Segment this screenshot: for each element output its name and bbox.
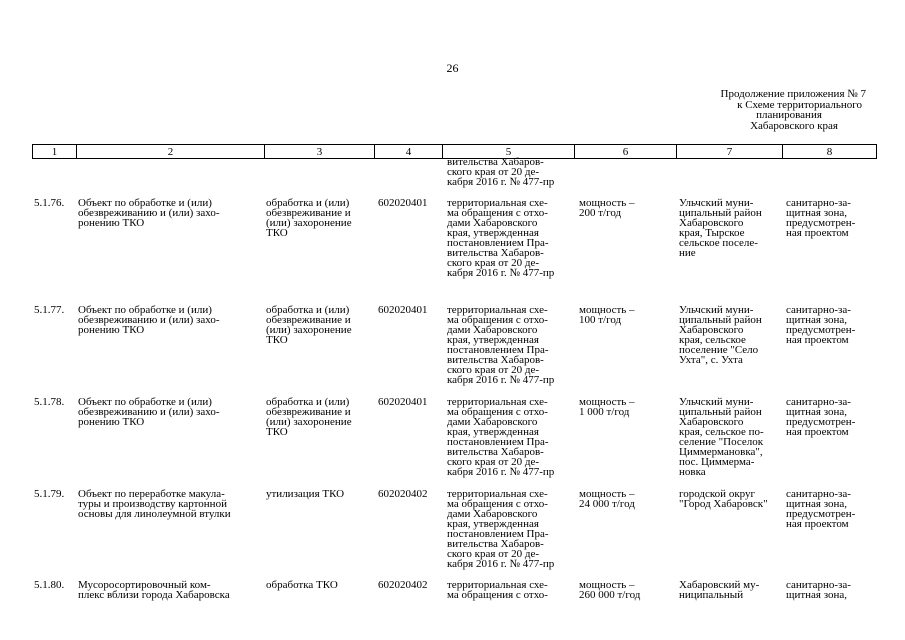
row-number: 5.1.78. — [34, 396, 65, 408]
continuation-line-4: Хабаровского края — [750, 119, 838, 132]
object-purpose: обработка и (или) обезвреживание и (или) захоронение ТКО — [266, 197, 352, 239]
continuation-line-3: планирования — [756, 109, 822, 121]
carry-over-text: вительства Хабаров- ского края от 20 де- кабря 2016 г. № 477-пр — [447, 156, 555, 188]
row-number: 5.1.76. — [34, 197, 65, 209]
object-name: Объект по обработке и (или) обезвреживанию и (или) захо- ронению ТКО — [78, 304, 220, 336]
protection-zone: санитарно-за- щитная зона, предусмотрен- ная проектом — [786, 197, 856, 239]
column-header: 2 — [77, 145, 265, 159]
column-header: 8 — [783, 145, 877, 159]
row-number: 5.1.77. — [34, 304, 65, 316]
object-code: 602020402 — [378, 579, 428, 591]
column-header: 4 — [375, 145, 443, 159]
legal-basis: территориальная схе- ма обращения с отхо- дами Хабаровского края, утвержденная постановлением Пра- вительства Хабаров- ского края от 20 де- кабря 2016 г. № 477-пр — [447, 396, 555, 478]
continuation-line-1: Продолжение приложения № 7 — [720, 88, 866, 100]
protection-zone: санитарно-за- щитная зона, предусмотрен- ная проектом — [786, 488, 856, 530]
continuation-line-2: к Схеме территориального — [737, 98, 862, 111]
location: Ульчский муни- ципальный район Хабаровского края, сельское по- селение "Поселок Циммермановка", пос. Циммерма- новка — [679, 396, 764, 478]
object-name: Объект по переработке макула- туры и производству картонной основы для линолеумной втулки — [78, 488, 231, 520]
object-name: Объект по обработке и (или) обезвреживанию и (или) захо- ронению ТКО — [78, 197, 220, 229]
capacity: мощность – 260 000 т/год — [579, 579, 641, 601]
continuation-note — [694, 89, 866, 131]
object-purpose: обработка и (или) обезвреживание и (или) захоронение ТКО — [266, 304, 352, 346]
row-number: 5.1.80. — [34, 579, 65, 591]
legal-basis: территориальная схе- ма обращения с отхо- дами Хабаровского края, утвержденная постановлением Пра- вительства Хабаров- ского края от 20 де- кабря 2016 г. № 477-пр — [447, 304, 555, 386]
location: Ульчский муни- ципальный район Хабаровского края, сельское поселение "Село Ухта", с. Ухта — [679, 304, 762, 366]
protection-zone: санитарно-за- щитная зона, предусмотрен- ная проектом — [786, 304, 856, 346]
row-number: 5.1.79. — [34, 488, 65, 500]
object-purpose: утилизация ТКО — [266, 488, 345, 500]
object-code: 602020401 — [378, 396, 428, 408]
protection-zone: санитарно-за- щитная зона, предусмотрен- ная проектом — [786, 396, 856, 438]
column-header: 7 — [677, 145, 783, 159]
object-code: 602020401 — [378, 304, 428, 316]
object-purpose: обработка и (или) обезвреживание и (или) захоронение ТКО — [266, 396, 352, 438]
column-header: 3 — [265, 145, 375, 159]
object-purpose: обработка ТКО — [266, 579, 338, 591]
legal-basis: территориальная схе- ма обращения с отхо- — [447, 579, 548, 601]
protection-zone: санитарно-за- щитная зона, — [786, 579, 851, 601]
column-header: 1 — [33, 145, 77, 159]
location: Хабаровский му- ниципальный — [679, 579, 760, 601]
location: Ульчский муни- ципальный район Хабаровского края, Тырское сельское поселе- ние — [679, 197, 762, 259]
legal-basis: территориальная схе- ма обращения с отхо- дами Хабаровского края, утвержденная постановлением Пра- вительства Хабаров- ского края от 20 де- кабря 2016 г. № 477-пр — [447, 488, 555, 570]
capacity: мощность – 100 т/год — [579, 304, 635, 326]
capacity: мощность – 1 000 т/год — [579, 396, 635, 418]
legal-basis: территориальная схе- ма обращения с отхо- дами Хабаровского края, утвержденная постановлением Пра- вительства Хабаров- ского края от 20 де- кабря 2016 г. № 477-пр — [447, 197, 555, 279]
page-number: 26 — [446, 61, 459, 75]
column-header: 6 — [575, 145, 677, 159]
capacity: мощность – 200 т/год — [579, 197, 635, 219]
location: городской округ "Город Хабаровск" — [679, 488, 768, 510]
column-header: 5 — [443, 145, 575, 159]
capacity: мощность – 24 000 т/год — [579, 488, 635, 510]
object-name: Объект по обработке и (или) обезвреживанию и (или) захо- ронению ТКО — [78, 396, 220, 428]
object-code: 602020402 — [378, 488, 428, 500]
object-name: Мусоросортировочный ком- плекс вблизи города Хабаровска — [78, 579, 230, 601]
object-code: 602020401 — [378, 197, 428, 209]
